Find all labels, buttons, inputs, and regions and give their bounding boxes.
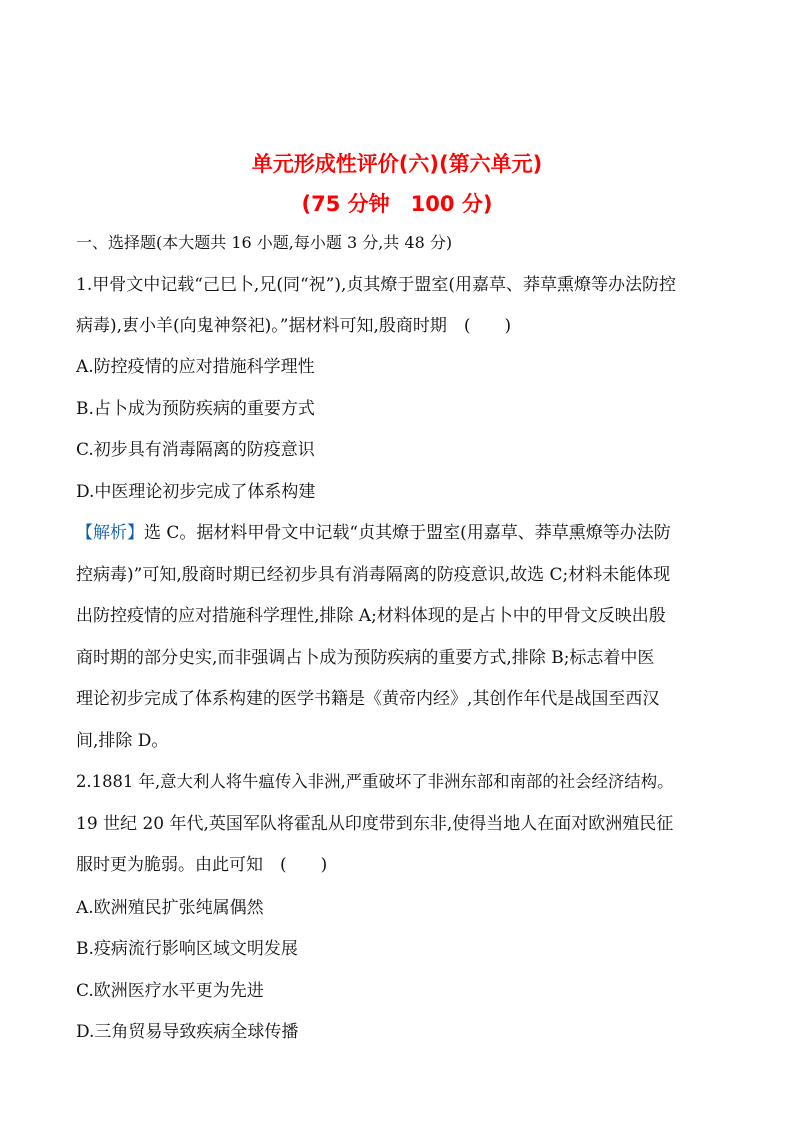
analysis-line-6: 间,排除 D。 — [76, 731, 169, 751]
question-1-option-b: B.占卜成为预防疾病的重要方式 — [76, 399, 315, 419]
question-1-stem-line-2: 病毒),叀小羊(向鬼神祭祀)。”据材料可知,殷商时期 ( ) — [76, 316, 512, 336]
analysis-line-2: 控病毒)”可知,殷商时期已经初步具有消毒隔离的防疫意识,故选 C;材料未能体现 — [76, 565, 671, 585]
page-title: 单元形成性评价(六)(第六单元) — [251, 152, 543, 176]
question-2-stem-line-1: 2.1881 年,意大利人将牛瘟传入非洲,严重破坏了非洲东部和南部的社会经济结构。 — [76, 772, 674, 791]
question-2-option-c: C.欧洲医疗水平更为先进 — [76, 981, 264, 1001]
analysis-line-5: 理论初步完成了体系构建的医学书籍是《黄帝内经》,其创作年代是战国至西汉 — [76, 689, 660, 709]
question-1-stem-line-1: 1.甲骨文中记载“己巳卜,兄(同“祝”),贞其燎于盟室(用嘉草、莽草熏燎等办法防控 — [76, 275, 676, 295]
analysis-line-1 — [76, 522, 671, 544]
question-2-option-a: A.欧洲殖民扩张纯属偶然 — [76, 898, 264, 918]
question-2-option-d: D.三角贸易导致疾病全球传播 — [76, 1022, 299, 1042]
page-subtitle: (75 分钟 100 分) — [301, 192, 493, 216]
question-1-option-d: D.中医理论初步完成了体系构建 — [76, 482, 316, 502]
analysis-text-1: 选 C。据材料甲骨文中记载“贞其燎于盟室(用嘉草、莽草熏燎等办法防 — [144, 523, 671, 543]
question-2-stem-line-2: 19 世纪 20 年代,英国军队将霍乱从印度带到东非,使得当地人在面对欧洲殖民征 — [76, 814, 674, 834]
analysis-tag: 【解析】 — [76, 523, 144, 543]
question-1-option-c: C.初步具有消毒隔离的防疫意识 — [76, 440, 315, 460]
section-heading: 一、选择题(本大题共 16 小题,每小题 3 分,共 48 分) — [76, 233, 453, 252]
question-2-stem-line-3: 服时更为脆弱。由此可知 ( ) — [76, 855, 328, 875]
analysis-line-3: 出防控疫情的应对措施科学理性,排除 A;材料体现的是占卜中的甲骨文反映出殷 — [76, 606, 666, 626]
analysis-line-4: 商时期的部分史实,而非强调占卜成为预防疾病的重要方式,排除 B;标志着中医 — [76, 648, 655, 668]
question-1-option-a: A.防控疫情的应对措施科学理性 — [76, 357, 315, 377]
question-2-option-b: B.疫病流行影响区域文明发展 — [76, 939, 298, 959]
